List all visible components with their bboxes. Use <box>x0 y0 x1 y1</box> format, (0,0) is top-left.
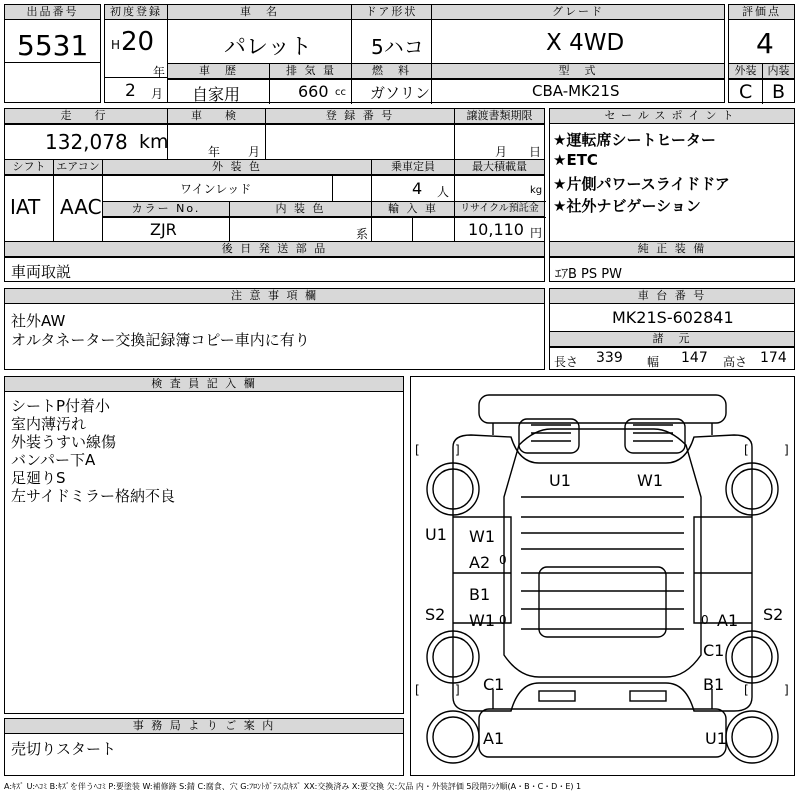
era: H <box>111 38 121 52</box>
sales-point-4: ★社外ナビゲーション <box>553 197 701 215</box>
inspector-line-6: 左サイドミラー格納不良 <box>11 487 175 505</box>
exterior-color: ワインレッド <box>180 182 252 196</box>
bracket-rear-right-close: ] <box>784 683 789 697</box>
color-no-label: カラー No. <box>103 202 229 217</box>
sales-points-label: セールスポイント <box>550 109 794 124</box>
height: 174 <box>760 350 787 366</box>
damage-c1-left: C1 <box>483 675 505 694</box>
damage-zero-2: 0 <box>499 613 507 627</box>
inspector-label: 検 査 員 記 入 欄 <box>5 377 403 392</box>
bracket-rear-left: [ <box>415 683 420 697</box>
inspection-label: 車 検 <box>168 109 265 124</box>
car-name: パレット <box>224 35 312 60</box>
displacement-unit: cc <box>335 87 346 98</box>
office-label: 事 務 局 よ り ご 案 内 <box>5 719 403 734</box>
damage-zero-1: 0 <box>499 553 507 567</box>
genuine-equipment: ｴｱB PS PW <box>555 267 622 282</box>
model: CBA-MK21S <box>532 82 620 100</box>
bracket-front-right: [ <box>744 443 749 457</box>
fuel: ガソリン <box>370 84 431 102</box>
damage-a2-front-door: A2 <box>469 553 491 572</box>
dimensions-label: 諸 元 <box>550 332 794 347</box>
note-line-2: オルタネーター交換記録簿コピー車内に有り <box>11 331 310 349</box>
damage-w1-hood: W1 <box>637 471 663 490</box>
recycle-label: リサイクル預託金 <box>455 202 544 217</box>
length-label: 長さ <box>554 355 579 369</box>
displacement: 660 <box>298 82 329 101</box>
sales-point-3: ★片側パワースライドドア <box>553 175 730 193</box>
office-text: 売切りスタート <box>11 740 117 758</box>
sales-point-1: ★運転席シートヒーター <box>553 131 716 149</box>
bracket-rear-right: [ <box>744 683 749 697</box>
interior-label: 内装 <box>763 64 794 79</box>
damage-diagram <box>410 376 795 776</box>
displacement-label: 排 気 量 <box>270 64 352 79</box>
legend: A:ｷｽﾞ U:ﾍｺﾐ B:ｷｽﾞを伴うﾍｺﾐ P:要塗装 W:補修跡 S:錆 C:腐食、穴 G:ﾌﾛﾝﾄｶﾞﾗｽ点ｷｽﾞ XX:交換済み X:要交換 欠:欠品 内・外装評価 5段階ﾗﾝｸ順(A・B・C・D・E) 1 <box>4 782 582 791</box>
first-reg-cell <box>104 4 168 103</box>
import-label: 輸 入 車 <box>372 202 454 217</box>
damage-zero-3: 0 <box>701 613 709 627</box>
top-block <box>4 4 795 103</box>
score-cell <box>728 4 795 103</box>
door-type: 5ハコ <box>371 35 424 59</box>
chassis-label: 車 台 番 号 <box>550 289 794 304</box>
damage-u1-rear: U1 <box>705 729 727 748</box>
first-reg-label: 初度登録 <box>105 5 167 20</box>
year-unit: 年 <box>153 65 166 79</box>
inspector-line-1: シートP付着小 <box>11 397 111 415</box>
damage-b1-right: B1 <box>703 675 725 694</box>
inspector-block <box>4 376 404 714</box>
exterior-label: 外装 <box>729 64 762 79</box>
vehicle-info-block <box>4 108 545 282</box>
capacity: 4 <box>412 179 423 198</box>
damage-u1-hood: U1 <box>549 471 571 490</box>
width: 147 <box>681 350 708 366</box>
lot-number-cell <box>4 4 101 103</box>
regno-label: 登 録 番 号 <box>266 109 454 124</box>
bracket-front-left: [ <box>415 443 420 457</box>
inspection-year-unit: 年 <box>208 145 221 159</box>
bracket-rear-left-close: ] <box>455 683 460 697</box>
sales-points-block <box>549 108 795 282</box>
maxload-label: 最大積載量 <box>455 160 544 175</box>
ac: AAC <box>60 195 102 219</box>
score-label: 評価点 <box>729 5 794 20</box>
capacity-unit: 人 <box>437 185 450 199</box>
length: 339 <box>596 350 623 366</box>
inspector-line-3: 外装うすい線傷 <box>11 433 117 451</box>
damage-s2-right: S2 <box>763 605 784 624</box>
capacity-label: 乗車定員 <box>372 160 454 175</box>
notes-label: 注 意 事 項 欄 <box>5 289 544 304</box>
damage-u1-left: U1 <box>425 525 447 544</box>
reg-month: 2 <box>125 81 136 101</box>
car-outline-svg <box>411 377 794 775</box>
score: 4 <box>756 27 774 60</box>
reg-year: 20 <box>121 27 155 57</box>
mileage: 132,078 <box>45 130 128 154</box>
color-no: ZJR <box>150 220 177 239</box>
name-grade-cell <box>167 4 725 103</box>
height-label: 高さ <box>723 355 748 369</box>
width-label: 幅 <box>647 355 660 369</box>
shift-label: シフト <box>5 160 53 175</box>
transfer-month-unit: 月 <box>495 145 508 159</box>
grade-label: グレード <box>432 5 724 20</box>
model-label: 型 式 <box>432 64 724 79</box>
history: 自家用 <box>192 85 241 104</box>
chassis-block <box>549 288 795 370</box>
inspector-line-2: 室内薄汚れ <box>11 415 87 433</box>
inspector-line-5: 足廻りS <box>11 469 66 487</box>
notes-block <box>4 288 545 370</box>
damage-s2-left: S2 <box>425 605 446 624</box>
later-parts-label: 後 日 発 送 部 品 <box>5 242 544 257</box>
chassis-number: MK21S-602841 <box>612 308 734 327</box>
interior-color-label: 内 装 色 <box>230 202 371 217</box>
transfer-day-unit: 日 <box>529 145 542 159</box>
interior-grade: B <box>772 81 786 103</box>
transfer-label: 譲渡書類期限 <box>455 109 544 124</box>
fuel-label: 燃 料 <box>352 64 431 79</box>
mileage-label: 走 行 <box>5 109 167 124</box>
exterior-color-label: 外 装 色 <box>103 160 371 175</box>
lot-number-label: 出品番号 <box>5 5 100 20</box>
grade: X 4WD <box>546 30 625 56</box>
bracket-front-right-close: ] <box>784 443 789 457</box>
damage-w1-front-door: W1 <box>469 527 495 546</box>
ac-label: エアコン <box>54 160 102 175</box>
later-parts: 車両取説 <box>11 263 72 281</box>
maxload-unit: kg <box>530 185 543 196</box>
bracket-front-left-close: ] <box>455 443 460 457</box>
history-label: 車 歴 <box>168 64 269 79</box>
office-block <box>4 718 404 776</box>
damage-a1-right: A1 <box>717 611 739 630</box>
damage-a1-rear: A1 <box>483 729 505 748</box>
inspection-month-unit: 月 <box>248 145 261 159</box>
genuine-equipment-label: 純 正 装 備 <box>550 242 794 257</box>
lot-number: 5531 <box>17 29 89 62</box>
inspector-line-4: バンパー下A <box>11 451 96 469</box>
recycle-fee: 10,110 <box>468 220 524 239</box>
recycle-unit: 円 <box>530 226 543 240</box>
damage-c1-right: C1 <box>703 641 725 660</box>
door-label: ドア形状 <box>352 5 431 20</box>
damage-b1-rear-door: B1 <box>469 585 491 604</box>
note-line-1: 社外AW <box>11 312 66 330</box>
shift: IAT <box>10 195 41 219</box>
interior-suffix: 系 <box>356 227 369 241</box>
damage-w1-rear-door: W1 <box>469 611 495 630</box>
month-unit: 月 <box>151 87 164 101</box>
exterior-grade: C <box>739 81 753 103</box>
mileage-unit: km <box>139 131 169 153</box>
car-name-label: 車 名 <box>168 5 351 20</box>
sales-point-2: ★ETC <box>553 151 598 169</box>
